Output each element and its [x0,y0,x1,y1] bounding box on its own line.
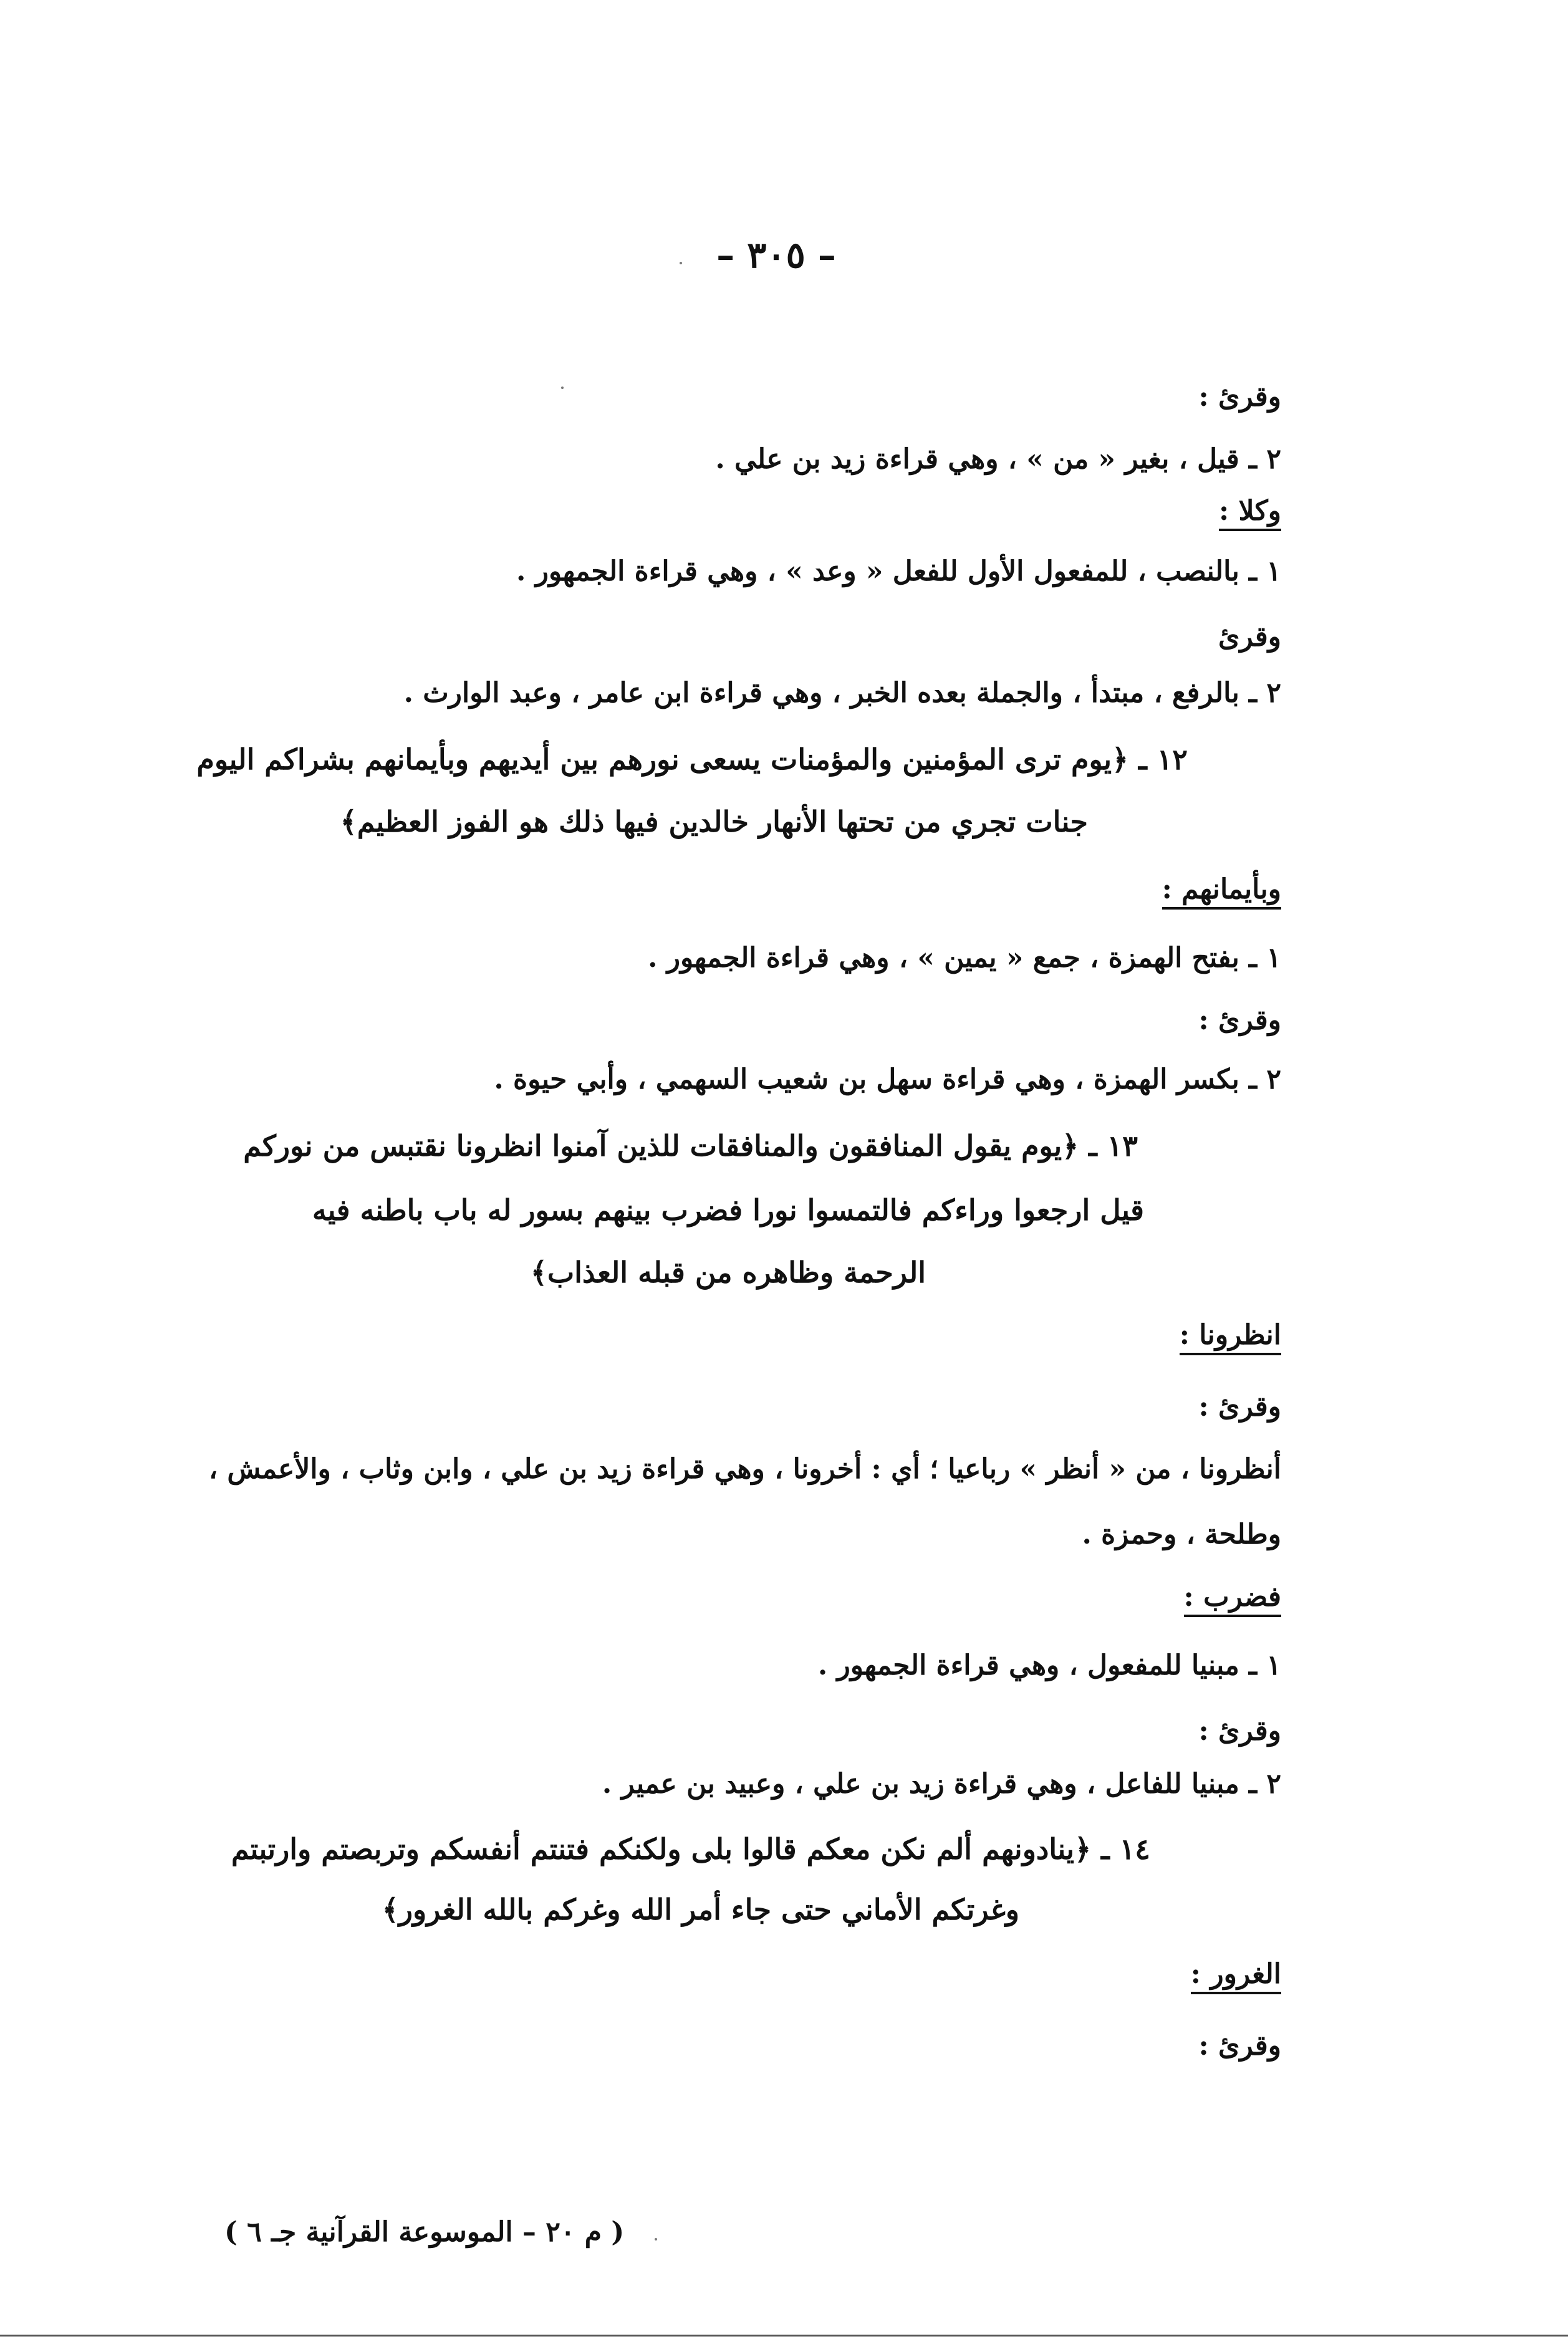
bottom-edge-line [0,2335,1568,2337]
reading-line-long: أنظرونا ، من « أنظر » رباعيا ؛ أي : أخرونا ، وهي قراءة زيد بن علي ، وابن وثاب ، والأعمش ، [208,1453,1281,1485]
scan-speck [680,262,682,264]
page-number: – ٣٠٥ – [716,234,836,276]
scan-speck [561,387,564,389]
reading-line: ١ ـ بالنصب ، للمفعول الأول للفعل « وعد » ، وهي قراءة الجمهور . [516,555,1281,587]
verse-13-line2: قيل ارجعوا وراءكم فالتمسوا نورا فضرب بينهم بسور له باب باطنه فيه [312,1193,1144,1227]
word-heading-fadhuriba: فضرب : [1184,1583,1281,1617]
heading-qurie: وقرئ : [1198,381,1281,413]
heading-qurie: وقرئ [1218,621,1281,653]
verse-14-line2: وغرتكم الأماني حتى جاء أمر الله وغركم بالله الغرور﴾ [382,1893,1019,1926]
reading-line-continued: وطلحة ، وحمزة . [1082,1519,1281,1550]
heading-qurie: وقرئ : [1198,2030,1281,2062]
word-heading-biaymanihim: وبأيمانهم : [1162,876,1281,910]
word-heading-kulla: وكلا : [1219,497,1281,531]
verse-14-line1: ١٤ ـ ﴿ينادونهم ألم نكن معكم قالوا بلى ولكنكم فتنتم أنفسكم وتربصتم وارتبتم [231,1832,1150,1866]
scan-speck [655,2238,657,2241]
heading-qurie: وقرئ : [1198,1391,1281,1423]
reading-line: ٢ ـ بالرفع ، مبتدأ ، والجملة بعده الخبر ، وهي قراءة ابن عامر ، وعبد الوارث . [403,677,1281,709]
reading-line: ٢ ـ مبنيا للفاعل ، وهي قراءة زيد بن علي ، وعبيد بن عمير . [602,1768,1281,1800]
footer-citation: ( م ٢٠ – الموسوعة القرآنية جـ ٦ ) [224,2216,625,2248]
verse-13-line3: الرحمة وظاهره من قبله العذاب﴾ [530,1256,926,1289]
reading-line: ١ ـ بفتح الهمزة ، جمع « يمين » ، وهي قراءة الجمهور . [648,942,1281,974]
reading-line: ١ ـ مبنيا للمفعول ، وهي قراءة الجمهور . [817,1650,1281,1681]
word-heading-unzuruna: انظرونا : [1180,1322,1281,1355]
reading-line: ٢ ـ بكسر الهمزة ، وهي قراءة سهل بن شعيب السهمي ، وأبي حيوة . [494,1064,1281,1095]
heading-qurie: وقرئ : [1198,1715,1281,1747]
verse-13-line1: ١٣ ـ ﴿يوم يقول المنافقون والمنافقات للذين آمنوا انظرونا نقتبس من نوركم [243,1129,1138,1163]
verse-12-line1: ١٢ ـ ﴿يوم ترى المؤمنين والمؤمنات يسعى نورهم بين أيديهم وبأيمانهم بشراكم اليوم [196,742,1188,776]
word-heading-algharur: الغرور : [1191,1961,1281,1994]
heading-qurie: وقرئ : [1198,1004,1281,1036]
verse-12-line2: جنات تجري من تحتها الأنهار خالدين فيها ذلك هو الفوز العظيم﴾ [340,805,1088,838]
reading-line: ٢ ـ قيل ، بغير « من » ، وهي قراءة زيد بن علي . [715,443,1281,475]
